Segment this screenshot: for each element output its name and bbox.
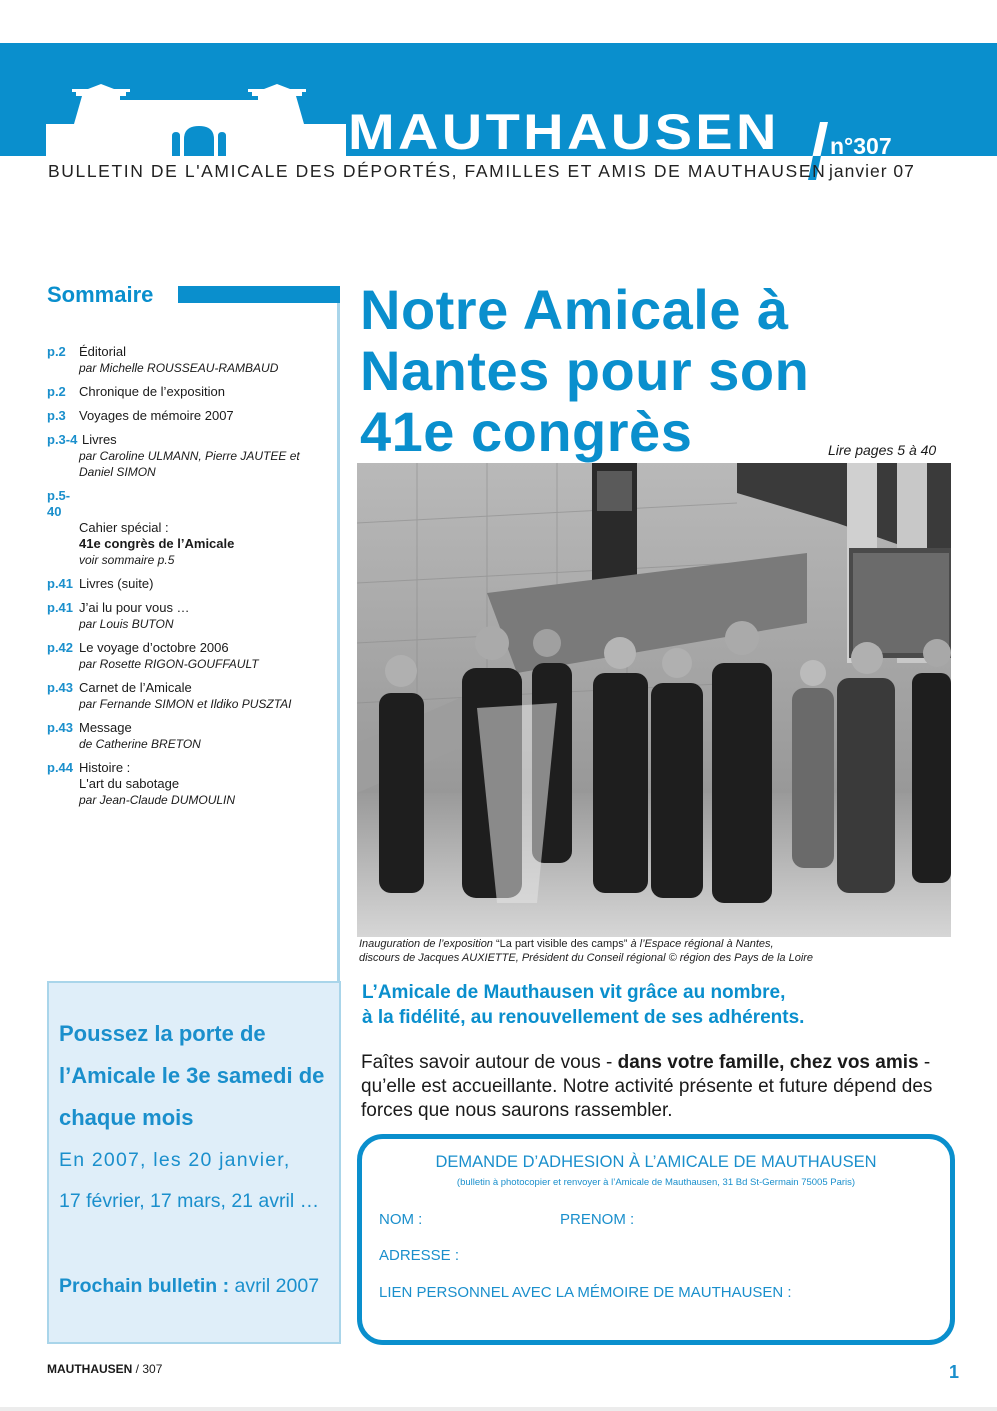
slogan-line: à la fidélité, au renouvellement de ses adhérents. (362, 1007, 805, 1028)
toc-author: par Caroline ULMANN, Pierre JAUTEE et Daniel SIMON (79, 449, 300, 479)
toc-page: p.2 (47, 344, 66, 359)
toc-author: par Louis BUTON (79, 617, 174, 631)
sommaire-divider (337, 303, 340, 983)
toc-author: de Catherine BRETON (79, 737, 201, 751)
toc-item[interactable] (47, 344, 337, 376)
toc-item[interactable] (47, 600, 337, 632)
toc-page: p.5-40 (47, 488, 71, 519)
membership-form (357, 1134, 955, 1345)
sommaire-bar (178, 286, 340, 303)
table-of-contents (47, 344, 337, 816)
next-bulletin-value: avril 2007 (229, 1275, 320, 1297)
body-text-bold: dans votre famille, chez vos amis (617, 1052, 919, 1073)
toc-title: Message (79, 720, 132, 735)
masthead-title: MAUTHAUSEN (348, 108, 780, 156)
lien-field[interactable] (807, 1282, 937, 1304)
toc-item[interactable] (47, 760, 337, 808)
toc-item[interactable] (47, 408, 337, 424)
footer-issue: / 307 (132, 1362, 163, 1376)
headline-line: Notre Amicale à (360, 278, 789, 341)
appeal-slogan (362, 980, 962, 1030)
info-box (47, 981, 341, 1344)
info-dates-line: En 2007, les 20 janvier, (59, 1149, 291, 1171)
toc-title: Livres (82, 432, 117, 447)
footer-publication (47, 1362, 162, 1376)
caption-line: discours de Jacques AUXIETTE, Président du Conseil régional © région des Pays de la Loire (359, 952, 814, 964)
headline-line: Nantes pour son (360, 339, 810, 402)
toc-page: p.43 (47, 720, 74, 735)
headline-line: 41e congrès (360, 400, 693, 463)
toc-title: J’ai lu pour vous … (79, 600, 190, 615)
page-edge (0, 1407, 997, 1411)
toc-author: par Jean-Claude DUMOULIN (79, 793, 236, 807)
toc-page: p.3-4 (47, 432, 78, 447)
event-photo (357, 463, 951, 937)
info-dates (59, 1140, 339, 1222)
toc-item[interactable] (47, 488, 337, 568)
toc-page: p.43 (47, 680, 74, 695)
read-more-link[interactable]: Lire pages 5 à 40 (828, 442, 937, 458)
toc-item[interactable] (47, 576, 337, 592)
toc-title: Carnet de l’Amicale (79, 680, 192, 695)
form-title: DEMANDE D’ADHESION À L’AMICALE DE MAUTHAUSEN (435, 1153, 877, 1171)
adresse-field[interactable] (468, 1245, 937, 1267)
body-text: - qu’elle est accueillante. Notre activité présente et future dépend des forces que nous saurons rassembler. (361, 1052, 933, 1121)
toc-page: p.41 (47, 576, 74, 591)
toc-title: Le voyage d’octobre 2006 (79, 640, 229, 655)
adresse-label: ADRESSE : (379, 1247, 460, 1264)
toc-author: par Michelle ROUSSEAU-RAMBAUD (79, 361, 279, 375)
page-number: 1 (949, 1362, 960, 1382)
prenom-label: PRENOM : (560, 1211, 635, 1228)
masthead-subtitle: BULLETIN DE L'AMICALE DES DÉPORTÉS, FAMILLES ET AMIS DE MAUTHAUSEN (48, 161, 827, 181)
toc-page: p.3 (47, 408, 66, 423)
appeal-body (361, 1051, 961, 1123)
nom-label: NOM : (379, 1211, 423, 1228)
toc-title: Voyages de mémoire 2007 (79, 408, 234, 423)
footer-title: MAUTHAUSEN (47, 1362, 133, 1376)
info-dates-line: 17 février, 17 mars, 21 avril … (59, 1190, 320, 1212)
toc-page: p.41 (47, 600, 74, 615)
toc-author: par Fernande SIMON et Ildiko PUSZTAI (79, 697, 292, 711)
headline (360, 279, 960, 462)
toc-page: p.44 (47, 760, 74, 775)
photo-caption (359, 937, 959, 965)
toc-title-bold: 41e congrès de l’Amicale (79, 536, 235, 551)
nom-field[interactable] (428, 1209, 557, 1231)
prenom-field[interactable] (644, 1209, 938, 1231)
toc-title: Histoire : (79, 760, 131, 775)
toc-title-2: L'art du sabotage (79, 776, 180, 791)
next-bulletin-label: Prochain bulletin : (59, 1275, 230, 1297)
toc-title: Éditorial (79, 344, 126, 359)
issue-number: n°307 (830, 136, 892, 156)
toc-item[interactable] (47, 680, 337, 712)
toc-title: Cahier spécial : (79, 520, 169, 535)
toc-author: par Rosette RIGON-GOUFFAULT (79, 657, 259, 671)
building-silhouette-icon (46, 84, 346, 156)
sommaire-title: Sommaire (47, 282, 154, 307)
body-text: Faîtes savoir autour de vous - (361, 1052, 618, 1073)
caption-text: à l’Espace régional à Nantes, (627, 938, 774, 950)
toc-page: p.2 (47, 384, 66, 399)
info-heading: Poussez la porte de l’Amicale le 3e samedi de chaque mois (59, 1021, 325, 1130)
toc-item[interactable] (47, 384, 337, 400)
toc-title: Chronique de l’exposition (79, 384, 225, 399)
toc-title: Livres (suite) (79, 576, 154, 591)
next-bulletin (59, 1275, 319, 1298)
toc-item[interactable] (47, 640, 337, 672)
caption-quote: “La part visible des camps” (495, 938, 628, 950)
form-note: (bulletin à photocopier et renvoyer à l’Amicale de Mauthausen, 31 Bd St-Germain 75005 Paris) (456, 1177, 856, 1188)
toc-item[interactable] (47, 432, 337, 480)
slogan-line: L’Amicale de Mauthausen vit grâce au nombre, (362, 982, 786, 1003)
lien-label: LIEN PERSONNEL AVEC LA MÉMOIRE DE MAUTHAUSEN : (379, 1284, 792, 1301)
caption-text: Inauguration de l’exposition (359, 938, 496, 950)
issue-date: janvier 07 (829, 161, 915, 181)
toc-author: voir sommaire p.5 (79, 553, 175, 567)
toc-page: p.42 (47, 640, 74, 655)
toc-item[interactable] (47, 720, 337, 752)
